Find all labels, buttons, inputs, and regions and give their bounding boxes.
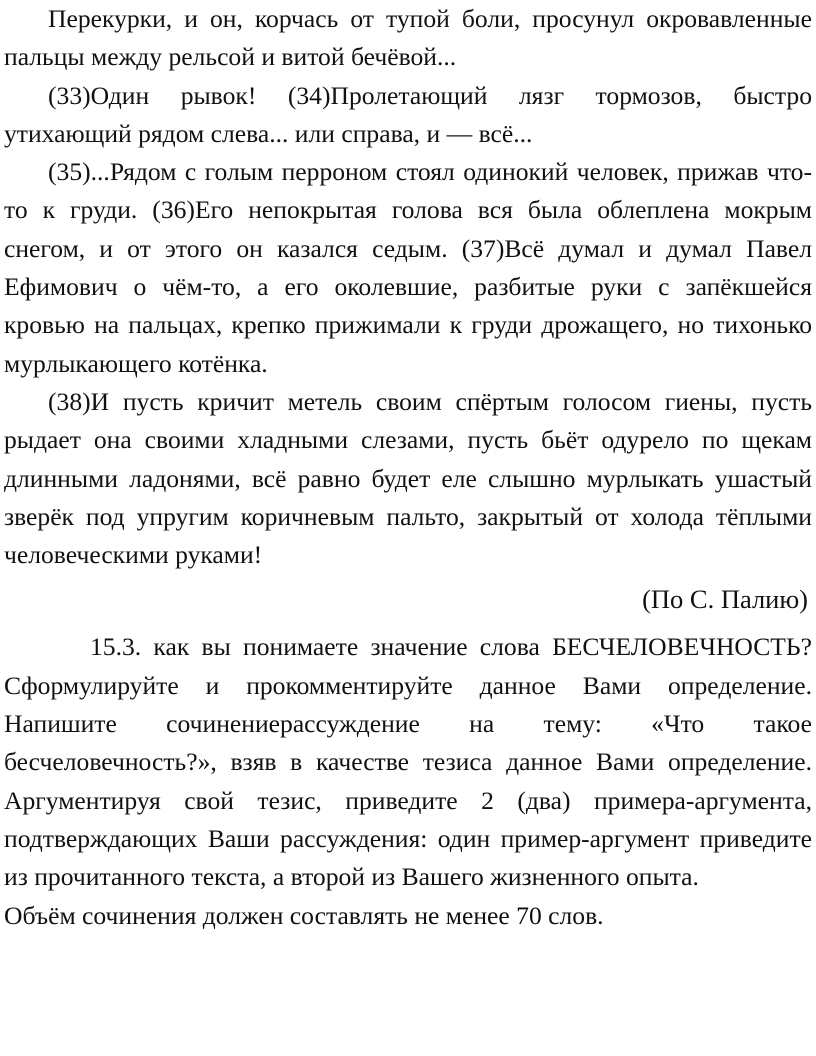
text-paragraph-4: (38)И пусть кричит метель своим спёртым голосом гиены, пусть рыдает она своими хладными слезами, пусть бьёт одурело по щекам длинными ладонями, всё равно будет еле слышно мурлыкать ушастый зверёк под упругим коричневым пальто, закрытый от холода тёплыми человеческими руками! — [4, 386, 812, 570]
text-paragraph-3: (35)...Рядом с голым перроном стоял одинокий человек, прижав что-то к груди. (36)Его непокрытая голова вся была облеплена мокрым снегом, и от этого он казался седым. (37)Всё думал и думал Павел Ефимович о чём-то, а его околевшие, разбитые руки с запёкшейся кровью на пальцах, крепко прижимали к груди дрожащего, но тихонько мурлыкающего котёнка. — [4, 157, 812, 378]
volume-note: Объём сочинения должен составлять не менее 70 слов. — [4, 900, 604, 930]
document-page — [4, 0, 812, 935]
text-paragraph-2: (33)Один рывок! (34)Пролетающий лязг тормозов, быстро утихающий рядом слева... или справа, и — всё... — [4, 80, 812, 148]
source-attribution: (По С. Палию) — [642, 584, 808, 615]
text-paragraph-1: Перекурки, и он, корчась от тупой боли, просунул окровавленные пальцы между рельсой и витой бечёвой... — [4, 4, 812, 72]
task-prompt: 15.3. как вы понимаете значение слова БЕСЧЕЛОВЕЧНОСТЬ? Сформулируйте и прокомментируйте данное Вами определение. Напишите сочинениерассуждение на тему: «Что такое бесчеловечность?», взяв в качестве тезиса данное Вами определение. Аргументируя свой тезис, приведите 2 (два) примера-аргумента, подтверждающих Ваши рассуждения: один пример-аргумент приведите из прочитанного текста, а второй из Вашего жизненного опыта. — [4, 632, 812, 892]
